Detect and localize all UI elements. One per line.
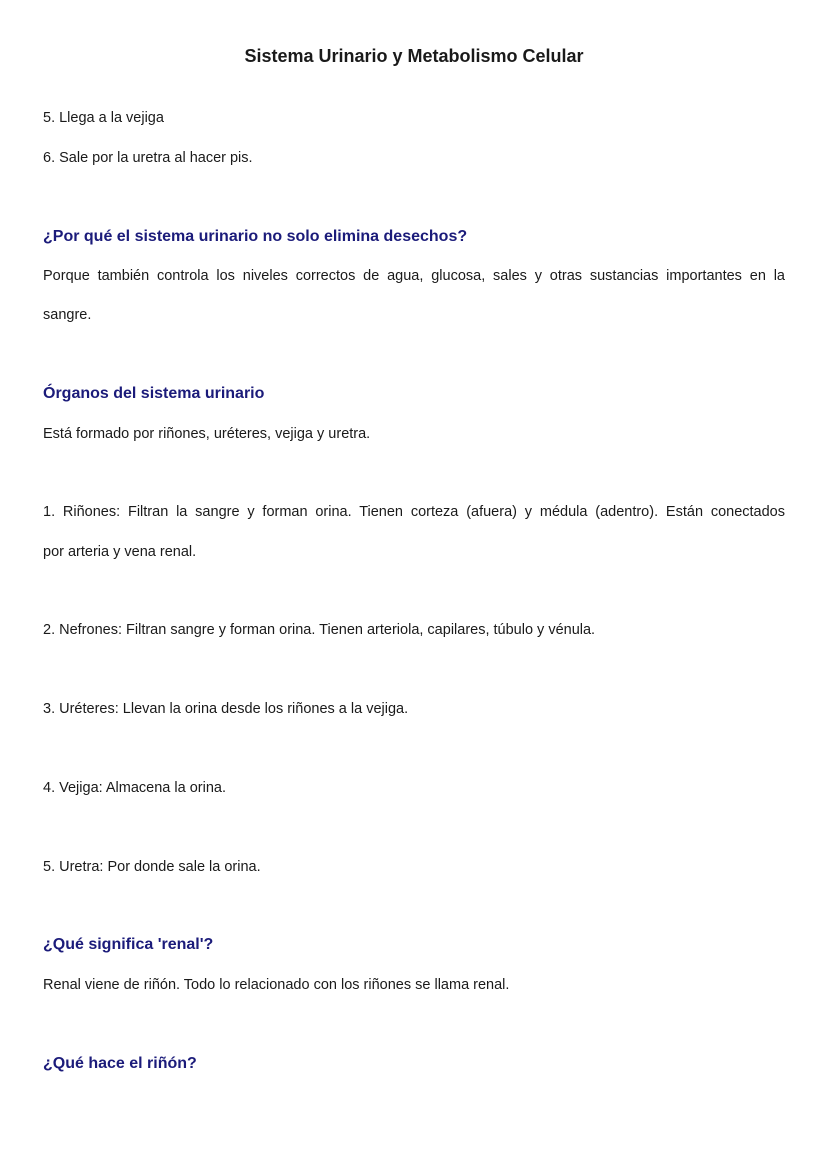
renal-meaning-text: Renal viene de riñón. Todo lo relacionado con los riñones se llama renal. — [43, 977, 510, 993]
organ-item-kidneys-line-2: por arteria y vena renal. — [43, 544, 197, 560]
heading-why-urinary: ¿Por qué el sistema urinario no solo elimina desechos? — [43, 228, 468, 245]
step-6: 6. Sale por la uretra al hacer pis. — [43, 150, 253, 166]
organ-item-kidneys-line-1: 1. Riñones: Filtran la sangre y forman orina. Tienen corteza (afuera) y médula (adentro). Están conectados — [43, 504, 785, 520]
organ-item-urethra: 5. Uretra: Por donde sale la orina. — [43, 859, 261, 875]
paragraph-why-line-2: sangre. — [43, 307, 92, 323]
organ-item-nephrons: 2. Nefrones: Filtran sangre y forman orina. Tienen arteriola, capilares, túbulo y vénula. — [43, 622, 596, 638]
organ-item-ureters: 3. Uréteres: Llevan la orina desde los riñones a la vejiga. — [43, 701, 409, 717]
organ-item-bladder: 4. Vejiga: Almacena la orina. — [43, 780, 226, 796]
step-5: 5. Llega a la vejiga — [43, 110, 164, 126]
heading-kidney-function: ¿Qué hace el riñón? — [43, 1055, 197, 1072]
page-title: Sistema Urinario y Metabolismo Celular — [244, 46, 584, 66]
organs-intro: Está formado por riñones, uréteres, vejiga y uretra. — [43, 426, 371, 442]
paragraph-why-line-1: Porque también controla los niveles correctos de agua, glucosa, sales y otras sustancias importantes en la — [43, 268, 785, 284]
heading-renal-meaning: ¿Qué significa 'renal'? — [43, 936, 214, 953]
heading-organs: Órganos del sistema urinario — [43, 385, 265, 402]
